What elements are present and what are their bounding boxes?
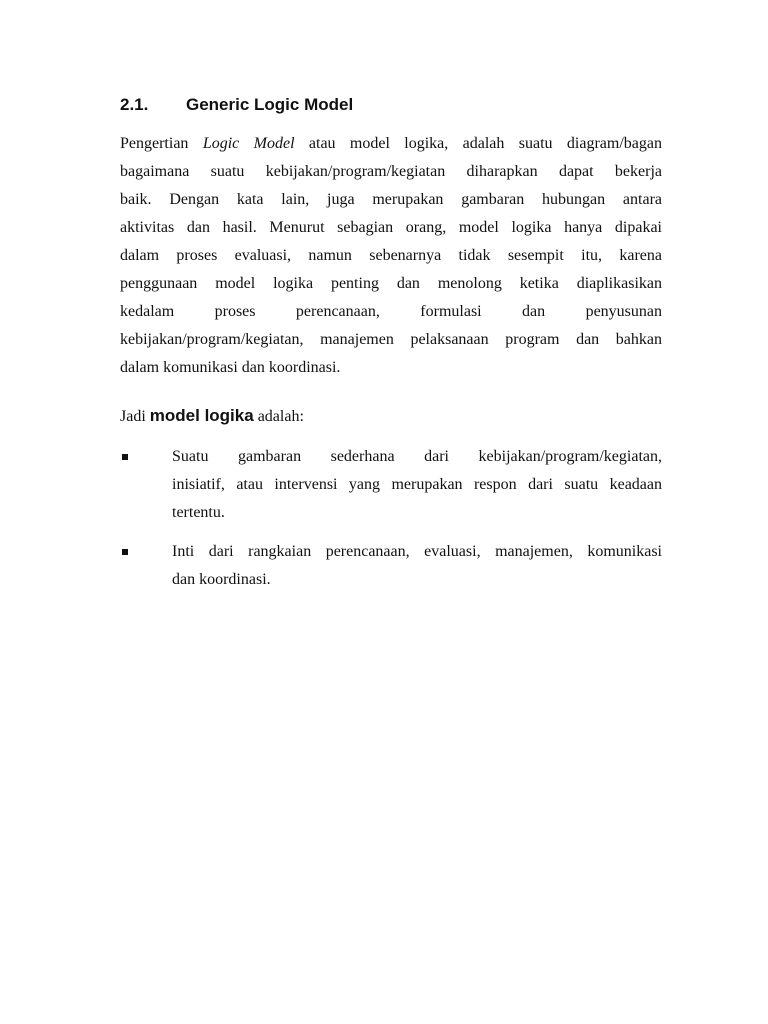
intro-line [120,402,304,431]
list-item-line: Suatu gambaran sederhana dari kebijakan/program/kegiatan, [172,448,662,465]
section-heading [120,93,353,117]
paragraph-text: atau model logika, adalah suatu diagram/bagan [294,135,663,152]
list-item-line: inisiatif, atau intervensi yang merupakan respon dari suatu keadaan [172,476,662,493]
list-item-text [172,443,662,527]
list-item-line: tertentu. [172,504,225,521]
paragraph-text: Pengertian [120,135,203,152]
section-title: Generic Logic Model [186,95,354,114]
section-number: 2.1. [120,95,149,114]
paragraph-line: dalam komunikasi dan koordinasi. [120,359,341,376]
paragraph-line: kebijakan/program/kegiatan, manajemen pelaksanaan program dan bahkan [120,331,662,348]
paragraph-line: aktivitas dan hasil. Menurut sebagian orang, model logika hanya dipakai [120,219,662,236]
square-bullet-icon [122,549,128,555]
logic-model-term: Logic Model [202,135,295,152]
list-item-text [172,538,662,594]
list-item-line: Inti dari rangkaian perencanaan, evaluasi, manajemen, komunikasi [172,543,662,560]
paragraph-line: baik. Dengan kata lain, juga merupakan gambaran hubungan antara [120,191,662,208]
paragraph-line: kedalam proses perencanaan, formulasi dan penyusunan [120,303,662,320]
paragraph-line: penggunaan model logika penting dan menolong ketika diaplikasikan [120,275,662,292]
intro-text: adalah: [253,408,304,425]
list-item-line: dan koordinasi. [172,571,271,588]
paragraph-line [120,130,662,158]
model-logika-term: model logika [149,406,254,425]
intro-text: Jadi [120,408,150,425]
definition-paragraph [120,130,662,382]
paragraph-line: bagaimana suatu kebijakan/program/kegiatan diharapkan dapat bekerja [120,163,662,180]
square-bullet-icon [122,454,128,460]
paragraph-line: dalam proses evaluasi, namun sebenarnya tidak sesempit itu, karena [120,247,662,264]
